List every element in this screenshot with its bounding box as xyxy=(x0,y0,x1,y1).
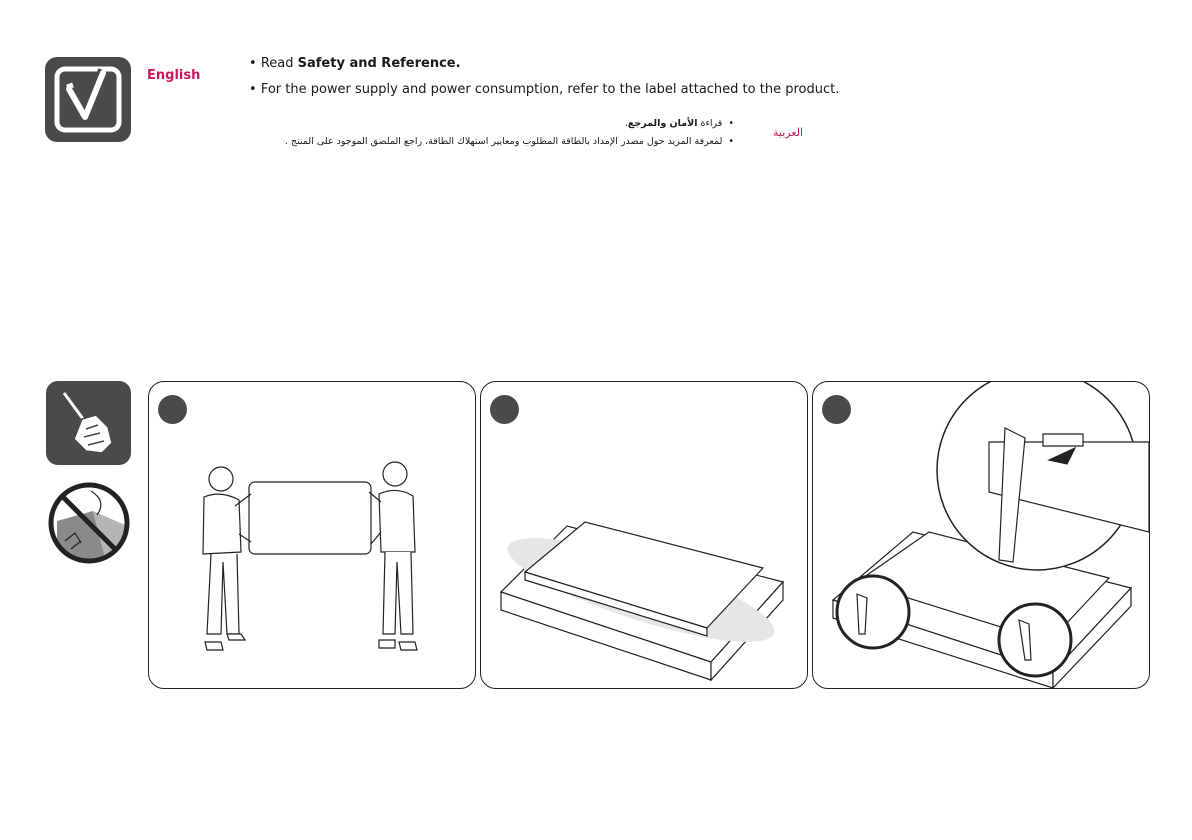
en-line1-bold: Safety and Reference. xyxy=(297,56,461,71)
arabic-bullet-2 xyxy=(285,136,734,147)
step-panel-3 xyxy=(812,381,1150,689)
tv-face-down-illustration xyxy=(481,382,807,688)
checklist-icon xyxy=(45,57,131,142)
bullet-marker: • xyxy=(249,56,257,71)
english-label: English xyxy=(147,68,201,83)
attach-stand-illustration xyxy=(813,382,1149,688)
arabic-bullet-1 xyxy=(625,118,734,129)
step-panel-2 xyxy=(480,381,808,689)
bullet-marker: • xyxy=(249,82,257,97)
bullet-marker: • xyxy=(728,118,734,129)
ar-line1-prefix: قراءة xyxy=(697,118,723,129)
screwdriver-icon xyxy=(46,381,131,465)
ar-line1-suffix: . xyxy=(624,118,628,129)
no-scratch-surface-icon xyxy=(47,481,131,565)
people-holding-tv-illustration xyxy=(149,382,475,688)
step-panel-1 xyxy=(148,381,476,689)
english-bullet-2 xyxy=(249,82,839,97)
ar-line2: لمعرفة المزيد حول مصدر الإمداد بالطاقة المطلوب ومعايير استهلاك الطاقة، راجع الملصق الموجود على المنتج . xyxy=(284,136,723,147)
bullet-marker: • xyxy=(728,136,734,147)
english-bullet-1 xyxy=(249,56,461,71)
en-line1-prefix: Read xyxy=(260,56,298,71)
arabic-label: العربية xyxy=(773,126,804,139)
en-line2: For the power supply and power consumption, refer to the label attached to the product. xyxy=(260,82,840,97)
ar-line1-bold: الأمان والمرجع xyxy=(627,118,698,129)
